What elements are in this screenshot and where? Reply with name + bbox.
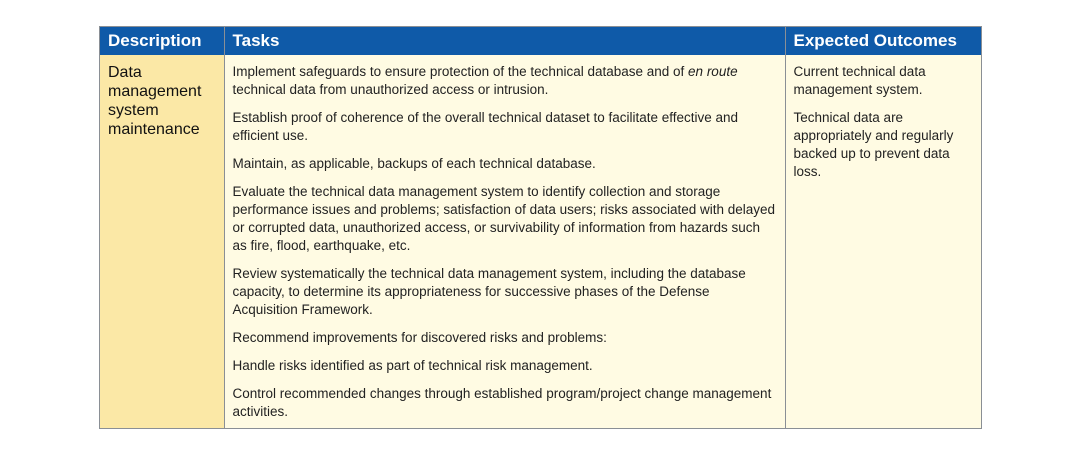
outcome-item: Current technical data management system. — [793, 64, 926, 97]
header-tasks: Tasks — [224, 27, 785, 55]
header-description: Description — [100, 27, 224, 55]
tasks-table — [100, 27, 981, 428]
header-expected-outcomes: Expected Outcomes — [785, 27, 981, 55]
table-row — [100, 55, 981, 428]
task-item: Implement safeguards to ensure protection of the technical database and of en route technical data from unauthorized access or intrusion. — [232, 64, 738, 97]
task-item: Review systematically the technical data management system, including the database capacity, to determine its appropriateness for successive phases of the Defense Acquisition Framework. — [232, 266, 746, 317]
description-text: Data management system maintenance — [108, 64, 202, 138]
outcome-item: Technical data are appropriately and regularly backed up to prevent data loss. — [793, 110, 954, 179]
process-table — [99, 26, 982, 429]
outcomes-cell — [785, 55, 981, 428]
task-item: Handle risks identified as part of technical risk management. — [232, 358, 593, 373]
tasks-cell — [224, 55, 785, 428]
task-item: Evaluate the technical data management system to identify collection and storage performance issues and problems; satisfaction of data users; risks associated with delayed or corrupted data, unauthorized access, or survivability of information from hazards such as fire, flood, earthquake, etc. — [232, 184, 776, 253]
description-cell — [100, 55, 224, 428]
header-row — [100, 27, 981, 55]
task-item: Control recommended changes through established program/project change management activities. — [232, 386, 772, 419]
task-item: Maintain, as applicable, backups of each technical database. — [232, 156, 596, 171]
task-item: Recommend improvements for discovered risks and problems: — [232, 330, 607, 345]
task-item: Establish proof of coherence of the overall technical dataset to facilitate effective and efficient use. — [232, 110, 739, 143]
